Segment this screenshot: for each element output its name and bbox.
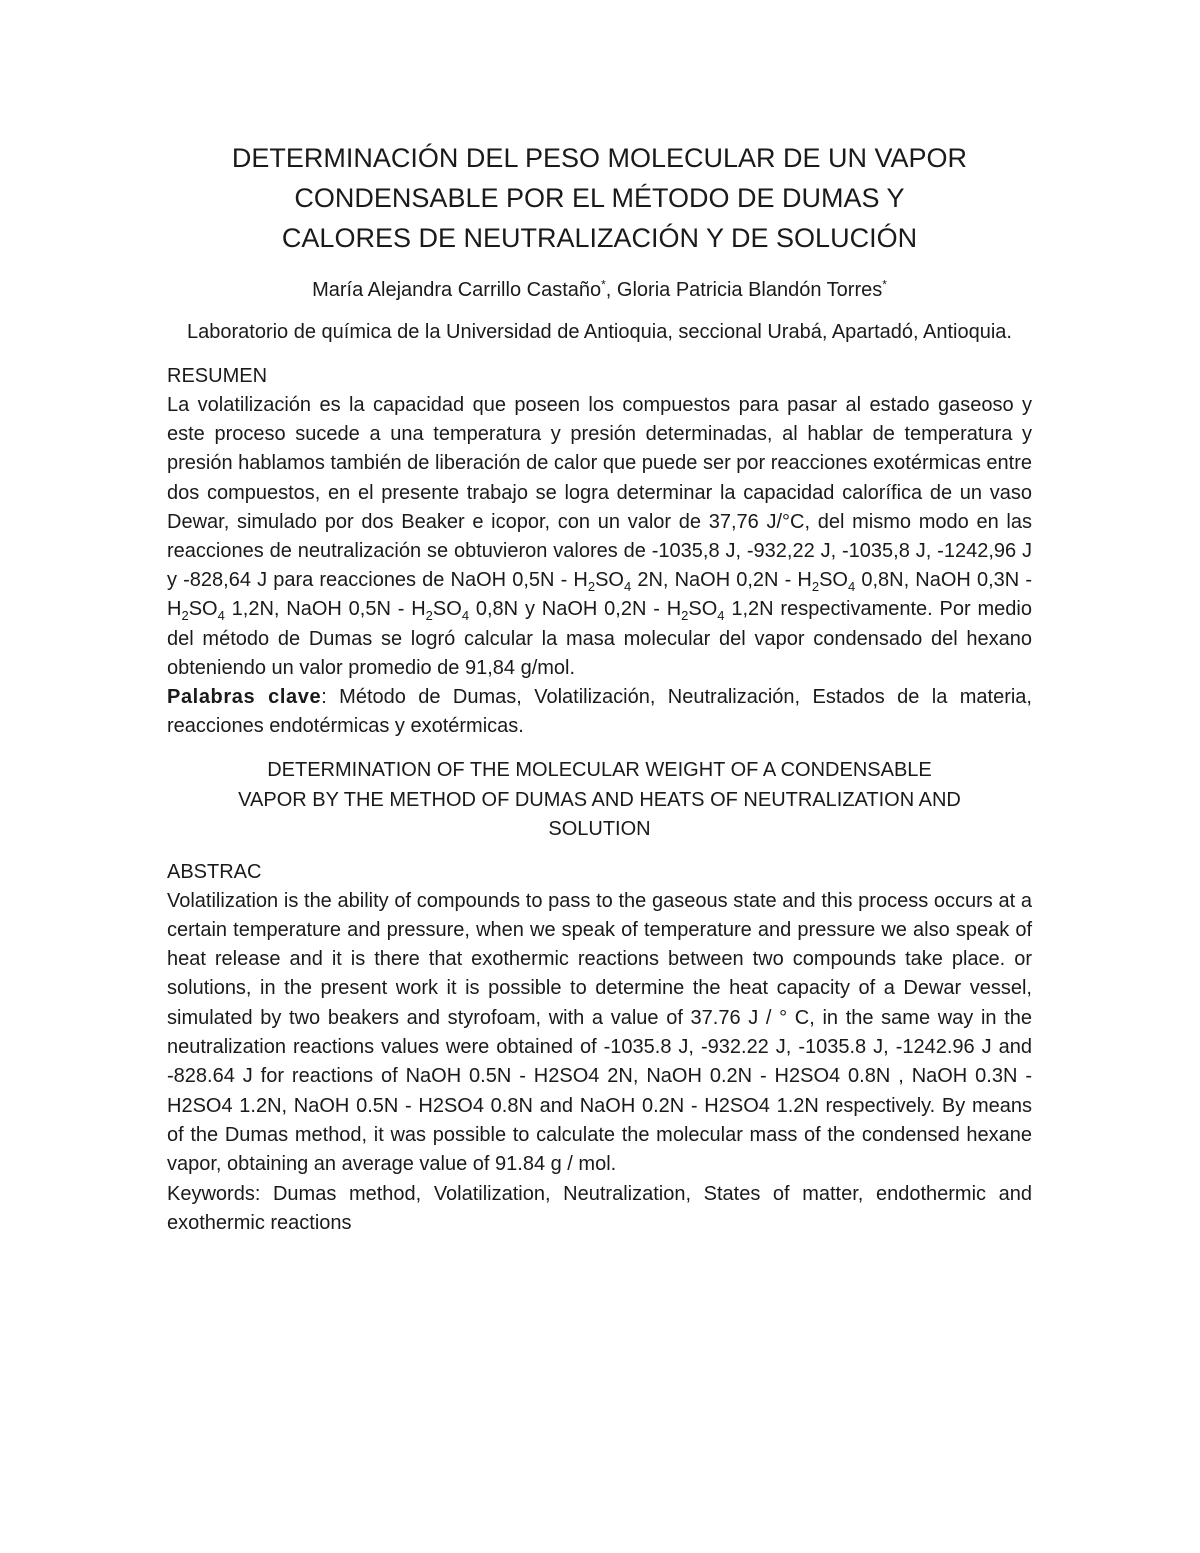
english-title <box>167 756 1032 845</box>
abstract-keywords: Keywords: Dumas method, Volatilization, Neutralization, States of matter, endothermic and exothermic reactions <box>167 1182 1032 1234</box>
abstract-paragraph: Volatilization is the ability of compounds to pass to the gaseous state and this process occurs at a certain temperature and pressure, when we speak of temperature and pressure we also speak of heat release and it is there that exothermic reactions between two compounds take place. or solutions, in the present work it is possible to determine the heat capacity of a Dewar vessel, simulated by two beakers and styrofoam, with a value of 37.76 J / ° C, in the same way in the neutralization reactions values were obtained of -1035.8 J, -932.22 J, -1035.8 J, -1242.96 J and -828.64 J for reactions of NaOH 0.5N - H2SO4 2N, NaOH 0.2N - H2SO4 0.8N , NaOH 0.3N - H2SO4 1.2N, NaOH 0.5N - H2SO4 0.8N and NaOH 0.2N - H2SO4 1.2N respectively. By means of the Dumas method, it was possible to calculate the molecular mass of the condensed hexane vapor, obtaining an average value of 91.84 g / mol. <box>167 889 1032 1176</box>
english-title-line: DETERMINATION OF THE MOLECULAR WEIGHT OF A CONDENSABLE <box>267 759 932 782</box>
paper-title <box>167 138 1032 258</box>
abstract-heading: ABSTRAC <box>167 860 262 883</box>
keywords-label: Palabras clave <box>167 686 322 709</box>
author-mark: * <box>601 277 606 292</box>
title-line: DETERMINACIÓN DEL PESO MOLECULAR DE UN VAPOR <box>231 143 968 173</box>
author-name: María Alejandra Carrillo Castaño <box>312 279 602 301</box>
author-separator: , <box>605 279 617 301</box>
palabras-clave <box>167 683 1032 741</box>
resumen-paragraph: La volatilización es la capacidad que poseen los compuestos para pasar al estado gaseoso y este proceso sucede a una temperatura y presión determinadas, al hablar de temperatura y presión hablamos también de liberación de calor que puede ser por reacciones exotérmicas entre dos compuestos, en el presente trabajo se logra determinar la capacidad calorífica de un vaso Dewar, simulado por dos Beaker e icopor, con un valor de 37,76 J/°C, del mismo modo en las reacciones de neutralización se obtuvieron valores de -1035,8 J, -932,22 J, -1035,8 J, -1242,96 J y -828,64 J para reacciones de NaOH $0,5N - H_2SO_4$ 2N, NaOH $0,2N - H_2SO_4$ 0,8N, NaOH $0,3N - H_2SO_4$ 1,2N, NaOH $0,5N - H_2SO_4$ 0,8N y NaOH $0,2N - H_2SO_4$ 1,2N respectivamente. Por medio del método de Dumas se logró calcular la masa molecular del vapor condensado del hexano obteniendo un valor promedio de 91,84 g/mol. <box>167 394 1032 679</box>
affiliation: Laboratorio de química de la Universidad de Antioquia, seccional Urabá, Apartadó, Antioquia. <box>187 321 1012 343</box>
resumen-heading: RESUMEN <box>167 365 268 387</box>
title-line: CONDENSABLE POR EL MÉTODO DE DUMAS Y <box>294 183 905 213</box>
english-title-line: VAPOR BY THE METHOD OF DUMAS AND HEATS OF NEUTRALIZATION AND <box>238 788 961 811</box>
authors <box>167 276 1032 304</box>
author-name: Gloria Patricia Blandón Torres <box>616 279 883 301</box>
document-page <box>167 138 1032 1238</box>
english-title-line: SOLUTION <box>548 818 651 841</box>
author-mark: * <box>882 277 887 292</box>
keywords-text: : Método de Dumas, Volatilización, Neutralización, Estados de la materia, reacciones endotérmicas y exotérmicas. <box>167 686 1032 738</box>
title-line: CALORES DE NEUTRALIZACIÓN Y DE SOLUCIÓN <box>281 223 918 253</box>
